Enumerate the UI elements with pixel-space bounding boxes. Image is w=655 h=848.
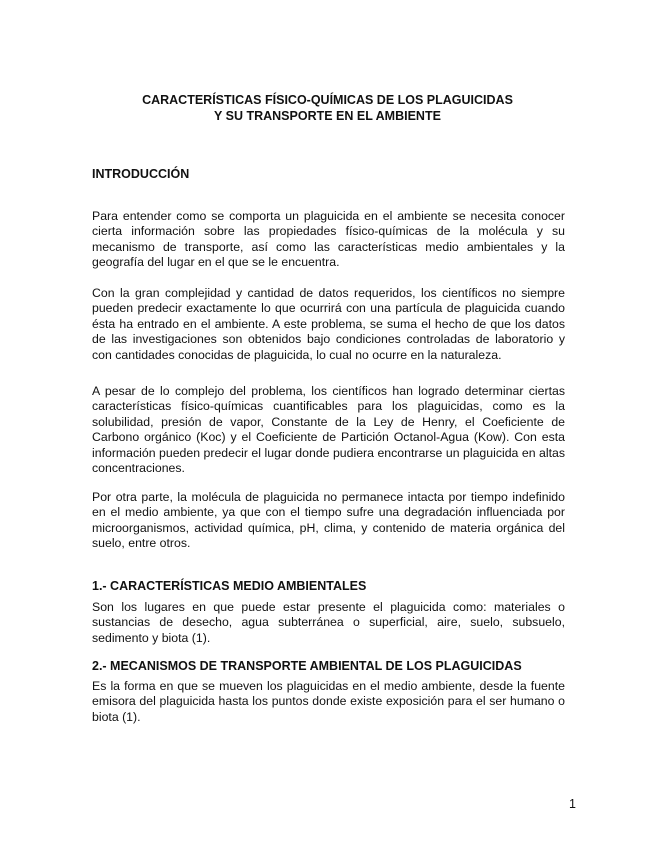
intro-paragraph-1: Para entender como se comporta un plaguicida en el ambiente se necesita conocer cierta información sobre las propiedades físico-químicas de la molécula y su mecanismo de transporte, así como las características medio ambientales y la geografía del lugar en el que se le encuentra. [92,209,565,270]
section-1-text: Son los lugares en que puede estar presente el plaguicida como: materiales o sustancias de desecho, agua subterránea o superficial, aire, suelo, subsuelo, sedimento y biota (1). [92,600,565,645]
title-line-1: CARACTERÍSTICAS FÍSICO-QUÍMICAS DE LOS PLAGUICIDAS [142,93,513,107]
section-2-heading: 2.- MECANISMOS DE TRANSPORTE AMBIENTAL DE LOS PLAGUICIDAS [92,659,522,673]
page-number: 1 [569,797,576,811]
document-title [0,92,655,124]
title-line-2: Y SU TRANSPORTE EN EL AMBIENTE [214,109,441,123]
section-1-heading: 1.- CARACTERÍSTICAS MEDIO AMBIENTALES [92,579,367,593]
intro-paragraph-4: Por otra parte, la molécula de plaguicida no permanece intacta por tiempo indefinido en el medio ambiente, ya que con el tiempo sufre una degradación influenciada por microorganismos, actividad química, pH, clima, y contenido de materia orgánica del suelo, entre otros. [92,490,565,551]
section-2-text: Es la forma en que se mueven los plaguicidas en el medio ambiente, desde la fuente emisora del plaguicida hasta los puntos donde existe exposición para el ser humano o biota (1). [92,679,565,724]
intro-paragraph-2: Con la gran complejidad y cantidad de datos requeridos, los científicos no siempre pueden predecir exactamente lo que ocurrirá con una partícula de plaguicida cuando ésta ha entrado en el ambiente. A este problema, se suma el hecho de que los datos de las investigaciones son obtenidos bajo condiciones controladas de laboratorio y con cantidades conocidas de plaguicida, lo cual no ocurre en la naturaleza. [92,286,565,362]
intro-paragraph-3: A pesar de lo complejo del problema, los científicos han logrado determinar ciertas características físico-químicas cuantificables para los plaguicidas, como es la solubilidad, presión de vapor, Constante de la Ley de Henry, el Coeficiente de Carbono orgánico (Koc) y el Coeficiente de Partición Octanol-Agua (Kow). Con esta información pueden predecir el lugar donde pudiera encontrarse un plaguicida en altas concentraciones. [92,384,565,476]
intro-heading: INTRODUCCIÓN [92,167,190,181]
